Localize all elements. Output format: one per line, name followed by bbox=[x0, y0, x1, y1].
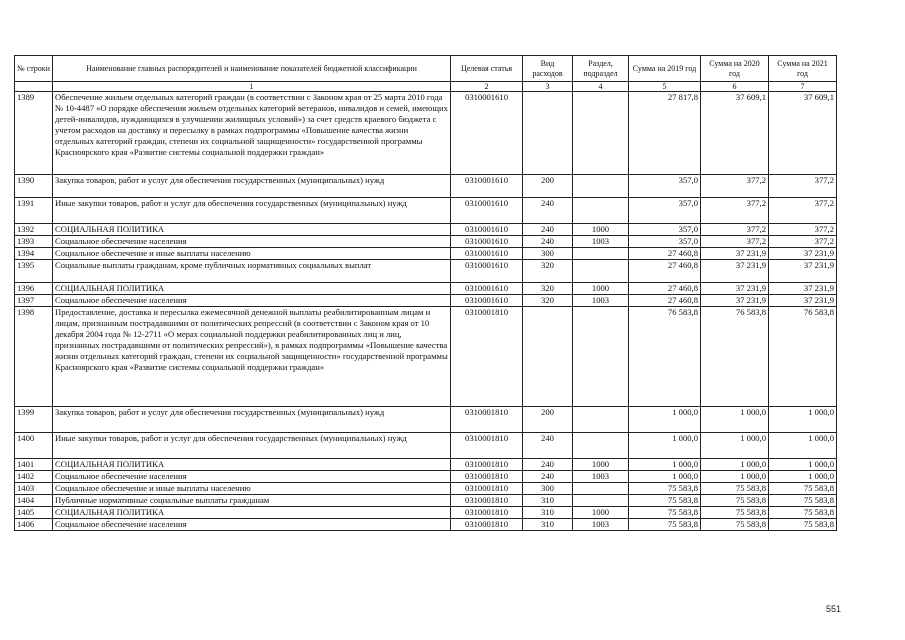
row-razdel bbox=[573, 198, 629, 224]
row-razdel: 1003 bbox=[573, 519, 629, 531]
table-row bbox=[15, 248, 837, 260]
row-number: 1398 bbox=[15, 307, 53, 407]
row-sum-2020: 377,2 bbox=[701, 224, 769, 236]
row-vid: 240 bbox=[523, 471, 573, 483]
table-row bbox=[15, 519, 837, 531]
table-row bbox=[15, 260, 837, 283]
row-vid: 310 bbox=[523, 507, 573, 519]
row-target: 0310001610 bbox=[451, 175, 523, 198]
row-number: 1401 bbox=[15, 459, 53, 471]
header-rowno: № строки bbox=[15, 56, 53, 82]
row-vid: 300 bbox=[523, 248, 573, 260]
row-name: Социальные выплаты гражданам, кроме публичных нормативных социальных выплат bbox=[53, 260, 451, 283]
row-name: Публичные нормативные социальные выплаты гражданам bbox=[53, 495, 451, 507]
colnum-2: 2 bbox=[451, 82, 523, 92]
table-row bbox=[15, 92, 837, 175]
table-row bbox=[15, 295, 837, 307]
colnum-3: 3 bbox=[523, 82, 573, 92]
colnum-4: 4 bbox=[573, 82, 629, 92]
row-razdel: 1003 bbox=[573, 236, 629, 248]
row-name: СОЦИАЛЬНАЯ ПОЛИТИКА bbox=[53, 283, 451, 295]
row-sum-2021: 377,2 bbox=[769, 236, 837, 248]
row-sum-2020: 377,2 bbox=[701, 175, 769, 198]
row-razdel bbox=[573, 92, 629, 175]
table-row bbox=[15, 483, 837, 495]
colnum-blank bbox=[15, 82, 53, 92]
header-sum-2019: Сумма на 2019 год bbox=[629, 56, 701, 82]
row-target: 0310001810 bbox=[451, 483, 523, 495]
row-name: СОЦИАЛЬНАЯ ПОЛИТИКА bbox=[53, 459, 451, 471]
row-name: Предоставление, доставка и пересылка ежемесячной денежной выплаты реабилитированным лицам и лицам, признанным пострадавшими от политических репрессий (в соответствии с Законом края от 10 декабря 2004 года № 12-2711 «О мерах социальной поддержки реабилитированных лиц и лиц, признанных пострадавшими от политических репрессий»), в рамках подпрограммы «Повышение качества жизни отдельных категорий граждан, степени их социальной защищенности» государственной программы Красноярского края «Развитие системы социальной поддержки граждан» bbox=[53, 307, 451, 407]
row-target: 0310001610 bbox=[451, 283, 523, 295]
row-sum-2020: 76 583,8 bbox=[701, 307, 769, 407]
row-number: 1405 bbox=[15, 507, 53, 519]
row-vid bbox=[523, 307, 573, 407]
row-sum-2021: 75 583,8 bbox=[769, 483, 837, 495]
row-razdel bbox=[573, 307, 629, 407]
row-sum-2020: 37 231,9 bbox=[701, 295, 769, 307]
row-razdel bbox=[573, 495, 629, 507]
row-target: 0310001610 bbox=[451, 236, 523, 248]
row-name: Социальное обеспечение населения bbox=[53, 236, 451, 248]
row-sum-2020: 75 583,8 bbox=[701, 519, 769, 531]
row-sum-2021: 37 231,9 bbox=[769, 283, 837, 295]
row-target: 0310001810 bbox=[451, 433, 523, 459]
row-target: 0310001610 bbox=[451, 295, 523, 307]
row-sum-2019: 27 460,8 bbox=[629, 248, 701, 260]
row-number: 1394 bbox=[15, 248, 53, 260]
row-vid: 240 bbox=[523, 198, 573, 224]
row-sum-2021: 37 231,9 bbox=[769, 295, 837, 307]
row-name: Иные закупки товаров, работ и услуг для обеспечения государственных (муниципальных) нужд bbox=[53, 433, 451, 459]
row-vid: 310 bbox=[523, 519, 573, 531]
row-sum-2019: 75 583,8 bbox=[629, 483, 701, 495]
budget-table bbox=[14, 55, 837, 531]
table-row bbox=[15, 507, 837, 519]
table-row bbox=[15, 459, 837, 471]
colnum-6: 6 bbox=[701, 82, 769, 92]
row-sum-2019: 27 817,8 bbox=[629, 92, 701, 175]
row-razdel bbox=[573, 433, 629, 459]
row-target: 0310001810 bbox=[451, 507, 523, 519]
row-razdel: 1003 bbox=[573, 471, 629, 483]
row-razdel bbox=[573, 175, 629, 198]
row-vid: 310 bbox=[523, 495, 573, 507]
row-vid: 240 bbox=[523, 236, 573, 248]
table-row bbox=[15, 307, 837, 407]
row-sum-2019: 1 000,0 bbox=[629, 471, 701, 483]
row-sum-2021: 75 583,8 bbox=[769, 519, 837, 531]
row-sum-2019: 27 460,8 bbox=[629, 295, 701, 307]
row-number: 1399 bbox=[15, 407, 53, 433]
row-vid: 200 bbox=[523, 175, 573, 198]
header-razdel: Раздел, подраздел bbox=[573, 56, 629, 82]
table-row bbox=[15, 283, 837, 295]
row-name: Иные закупки товаров, работ и услуг для обеспечения государственных (муниципальных) нужд bbox=[53, 198, 451, 224]
row-number: 1395 bbox=[15, 260, 53, 283]
row-vid: 240 bbox=[523, 433, 573, 459]
row-sum-2021: 1 000,0 bbox=[769, 433, 837, 459]
row-vid: 320 bbox=[523, 260, 573, 283]
row-target: 0310001810 bbox=[451, 407, 523, 433]
row-razdel: 1003 bbox=[573, 295, 629, 307]
header-sum-2021: Сумма на 2021 год bbox=[769, 56, 837, 82]
row-sum-2020: 1 000,0 bbox=[701, 433, 769, 459]
row-number: 1393 bbox=[15, 236, 53, 248]
row-target: 0310001610 bbox=[451, 260, 523, 283]
row-number: 1390 bbox=[15, 175, 53, 198]
row-target: 0310001810 bbox=[451, 307, 523, 407]
row-sum-2020: 1 000,0 bbox=[701, 459, 769, 471]
row-number: 1396 bbox=[15, 283, 53, 295]
row-sum-2020: 377,2 bbox=[701, 198, 769, 224]
row-sum-2020: 75 583,8 bbox=[701, 483, 769, 495]
row-sum-2019: 357,0 bbox=[629, 198, 701, 224]
row-name: Закупка товаров, работ и услуг для обеспечения государственных (муниципальных) нужд bbox=[53, 175, 451, 198]
row-razdel: 1000 bbox=[573, 459, 629, 471]
row-sum-2019: 357,0 bbox=[629, 175, 701, 198]
row-number: 1400 bbox=[15, 433, 53, 459]
table-row bbox=[15, 236, 837, 248]
row-razdel bbox=[573, 248, 629, 260]
row-sum-2019: 1 000,0 bbox=[629, 407, 701, 433]
row-sum-2020: 37 231,9 bbox=[701, 248, 769, 260]
row-vid: 300 bbox=[523, 483, 573, 495]
row-sum-2021: 37 231,9 bbox=[769, 260, 837, 283]
row-sum-2019: 357,0 bbox=[629, 224, 701, 236]
row-sum-2019: 27 460,8 bbox=[629, 260, 701, 283]
row-name: Социальное обеспечение населения bbox=[53, 295, 451, 307]
header-row bbox=[15, 56, 837, 82]
row-sum-2020: 1 000,0 bbox=[701, 471, 769, 483]
row-sum-2021: 37 231,9 bbox=[769, 248, 837, 260]
table-row bbox=[15, 471, 837, 483]
row-number: 1404 bbox=[15, 495, 53, 507]
row-number: 1392 bbox=[15, 224, 53, 236]
row-sum-2020: 37 231,9 bbox=[701, 283, 769, 295]
header-name: Наименование главных распорядителей и наименование показателей бюджетной классификации bbox=[53, 56, 451, 82]
row-sum-2021: 37 609,1 bbox=[769, 92, 837, 175]
table-row bbox=[15, 175, 837, 198]
row-sum-2021: 377,2 bbox=[769, 175, 837, 198]
row-target: 0310001810 bbox=[451, 471, 523, 483]
row-number: 1397 bbox=[15, 295, 53, 307]
row-razdel: 1000 bbox=[573, 224, 629, 236]
row-name: Социальное обеспечение и иные выплаты населению bbox=[53, 248, 451, 260]
row-sum-2020: 377,2 bbox=[701, 236, 769, 248]
row-sum-2021: 377,2 bbox=[769, 198, 837, 224]
row-razdel bbox=[573, 260, 629, 283]
row-number: 1402 bbox=[15, 471, 53, 483]
row-name: Социальное обеспечение населения bbox=[53, 519, 451, 531]
row-sum-2019: 1 000,0 bbox=[629, 433, 701, 459]
row-vid bbox=[523, 92, 573, 175]
row-number: 1403 bbox=[15, 483, 53, 495]
row-sum-2019: 75 583,8 bbox=[629, 519, 701, 531]
table-row bbox=[15, 198, 837, 224]
header-target: Целевая статья bbox=[451, 56, 523, 82]
table-row bbox=[15, 433, 837, 459]
row-sum-2020: 75 583,8 bbox=[701, 495, 769, 507]
row-name: СОЦИАЛЬНАЯ ПОЛИТИКА bbox=[53, 507, 451, 519]
row-sum-2019: 75 583,8 bbox=[629, 507, 701, 519]
header-sum-2020: Сумма на 2020 год bbox=[701, 56, 769, 82]
row-razdel bbox=[573, 483, 629, 495]
row-name: Обеспечение жильем отдельных категорий граждан (в соответствии с Законом края от 25 марта 2010 года № 10-4487 «О порядке обеспечения жильем отдельных категорий ветеранов, инвалидов и семей, имеющих детей-инвалидов, нуждающихся в улучшении жилищных условий») за счет средств краевого бюджета с учетом расходов на доставку и пересылку в рамках подпрограммы «Повышение качества жизни отдельных категорий граждан, степени их социальной защищенности» государственной программы Красноярского края «Развитие системы социальной поддержки граждан» bbox=[53, 92, 451, 175]
row-sum-2021: 377,2 bbox=[769, 224, 837, 236]
row-target: 0310001610 bbox=[451, 198, 523, 224]
row-sum-2019: 76 583,8 bbox=[629, 307, 701, 407]
row-sum-2021: 75 583,8 bbox=[769, 507, 837, 519]
row-razdel: 1000 bbox=[573, 283, 629, 295]
row-sum-2019: 357,0 bbox=[629, 236, 701, 248]
colnum-7: 7 bbox=[769, 82, 837, 92]
row-number: 1391 bbox=[15, 198, 53, 224]
row-name: СОЦИАЛЬНАЯ ПОЛИТИКА bbox=[53, 224, 451, 236]
row-sum-2019: 1 000,0 bbox=[629, 459, 701, 471]
row-sum-2021: 76 583,8 bbox=[769, 307, 837, 407]
row-name: Социальное обеспечение населения bbox=[53, 471, 451, 483]
table-row bbox=[15, 407, 837, 433]
row-number: 1406 bbox=[15, 519, 53, 531]
header-vid: Вид расходов bbox=[523, 56, 573, 82]
row-sum-2021: 1 000,0 bbox=[769, 471, 837, 483]
row-target: 0310001610 bbox=[451, 248, 523, 260]
row-sum-2021: 75 583,8 bbox=[769, 495, 837, 507]
row-sum-2019: 75 583,8 bbox=[629, 495, 701, 507]
colnum-1: 1 bbox=[53, 82, 451, 92]
row-sum-2020: 37 231,9 bbox=[701, 260, 769, 283]
row-vid: 240 bbox=[523, 224, 573, 236]
row-vid: 200 bbox=[523, 407, 573, 433]
row-number: 1389 bbox=[15, 92, 53, 175]
row-razdel bbox=[573, 407, 629, 433]
row-name: Закупка товаров, работ и услуг для обеспечения государственных (муниципальных) нужд bbox=[53, 407, 451, 433]
row-sum-2019: 27 460,8 bbox=[629, 283, 701, 295]
row-target: 0310001610 bbox=[451, 92, 523, 175]
row-sum-2020: 75 583,8 bbox=[701, 507, 769, 519]
row-target: 0310001610 bbox=[451, 224, 523, 236]
row-sum-2021: 1 000,0 bbox=[769, 407, 837, 433]
table-row bbox=[15, 224, 837, 236]
row-target: 0310001810 bbox=[451, 495, 523, 507]
row-vid: 320 bbox=[523, 283, 573, 295]
row-sum-2021: 1 000,0 bbox=[769, 459, 837, 471]
row-target: 0310001810 bbox=[451, 459, 523, 471]
row-vid: 240 bbox=[523, 459, 573, 471]
row-razdel: 1000 bbox=[573, 507, 629, 519]
table-row bbox=[15, 495, 837, 507]
column-number-row bbox=[15, 82, 837, 92]
row-sum-2020: 37 609,1 bbox=[701, 92, 769, 175]
row-vid: 320 bbox=[523, 295, 573, 307]
row-sum-2020: 1 000,0 bbox=[701, 407, 769, 433]
row-name: Социальное обеспечение и иные выплаты населению bbox=[53, 483, 451, 495]
page-number: 551 bbox=[826, 604, 842, 614]
row-target: 0310001810 bbox=[451, 519, 523, 531]
colnum-5: 5 bbox=[629, 82, 701, 92]
